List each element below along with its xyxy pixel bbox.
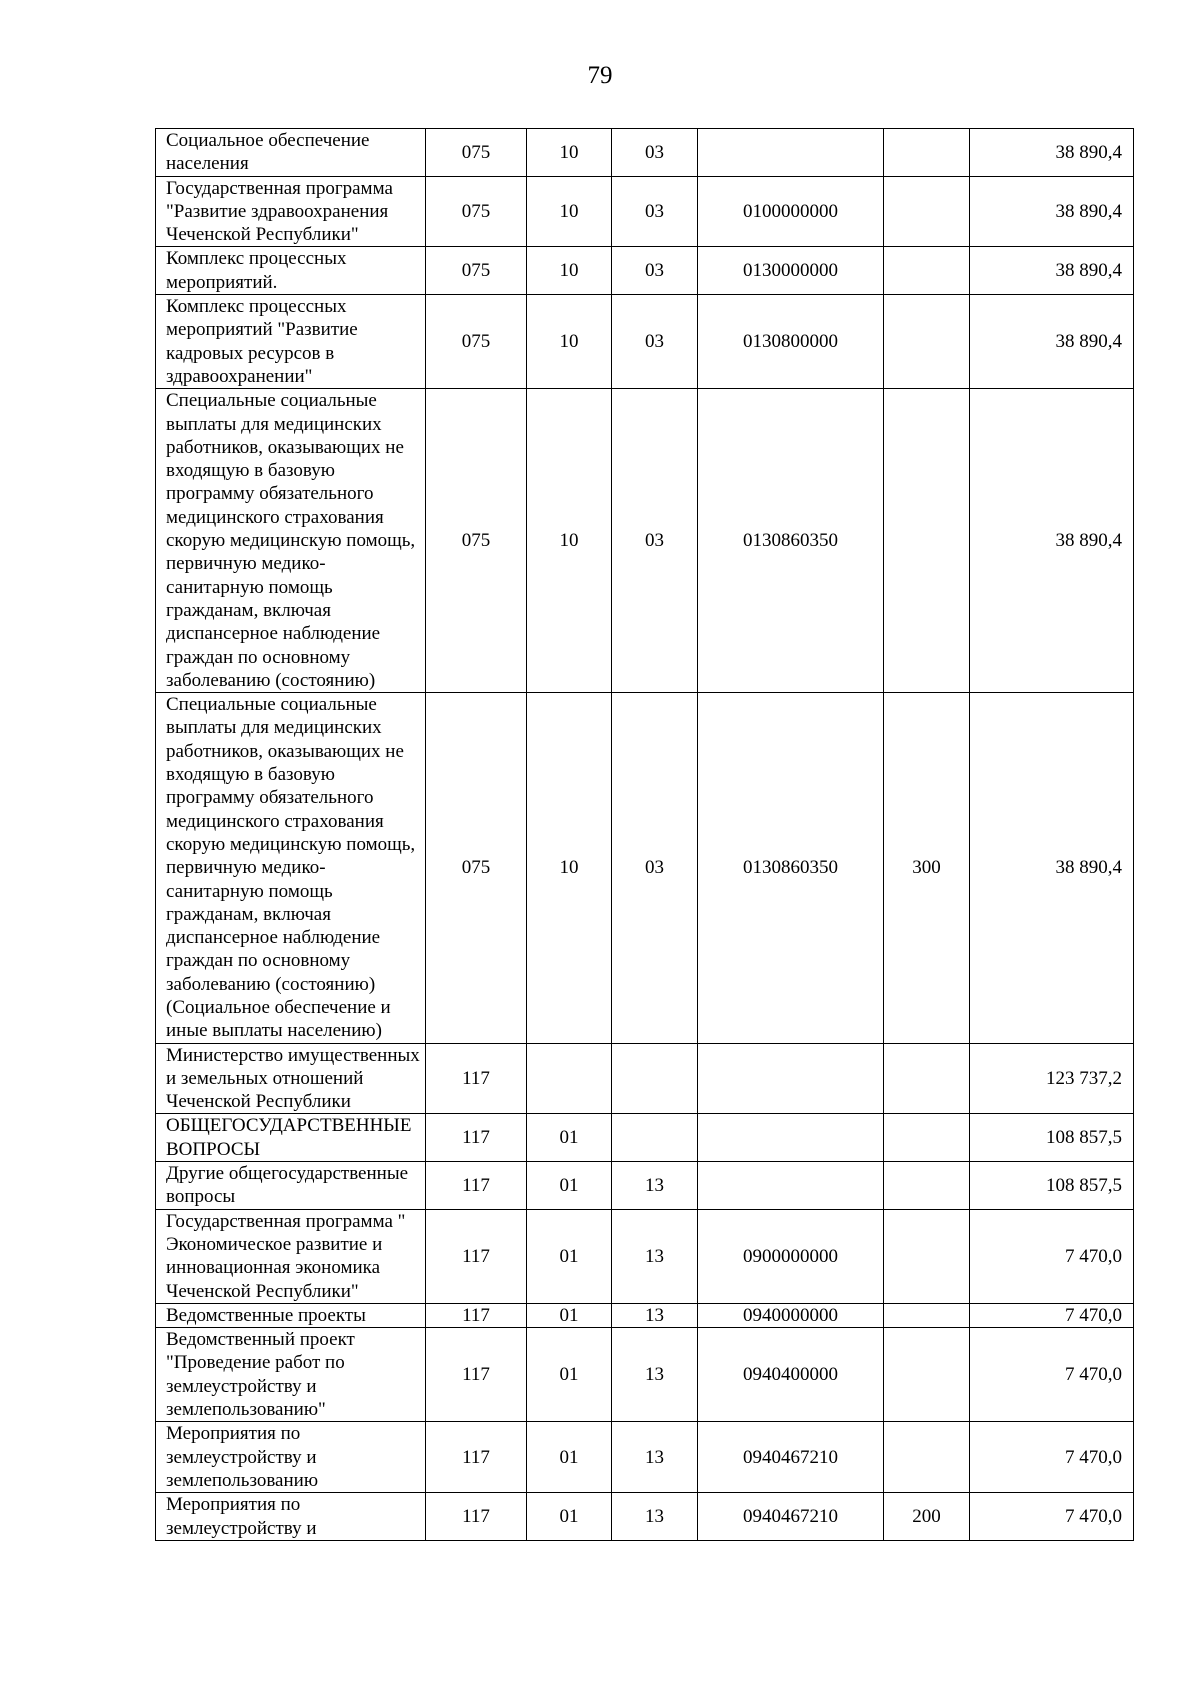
- rz-cell: 01: [527, 1114, 612, 1162]
- rz-cell: 10: [527, 176, 612, 247]
- row-name-cell: Специальные социальные выплаты для медицинских работников, оказывающих не входящую в базовую программу обязательного медицинского страхования скорую медицинскую помощь, первичную медико-санитарную помощь гражданам, включая диспансерное наблюдение граждан по основному заболеванию (состоянию) (Социальное обеспечение и иные выплаты населению): [156, 693, 426, 1043]
- table-row: [156, 1303, 1134, 1327]
- rz-cell: 01: [527, 1328, 612, 1422]
- pr-cell: [612, 1114, 698, 1162]
- row-name-cell: Ведомственный проект "Проведение работ по землеустройству и землепользованию": [156, 1328, 426, 1422]
- table-row: [156, 389, 1134, 693]
- row-name-cell: Мероприятия по землеустройству и землепользованию: [156, 1422, 426, 1493]
- table-row: [156, 1043, 1134, 1114]
- csr-cell: [698, 129, 884, 177]
- row-name-cell: Специальные социальные выплаты для медицинских работников, оказывающих не входящую в базовую программу обязательного медицинского страхования скорую медицинскую помощь, первичную медико-санитарную помощь гражданам, включая диспансерное наблюдение граждан по основному заболеванию (состоянию): [156, 389, 426, 693]
- vr-cell: [884, 1328, 970, 1422]
- row-name-cell: Министерство имущественных и земельных отношений Чеченской Республики: [156, 1043, 426, 1114]
- ved-cell: 117: [426, 1209, 527, 1303]
- vr-cell: [884, 176, 970, 247]
- csr-cell: 0940000000: [698, 1303, 884, 1327]
- rz-cell: 01: [527, 1209, 612, 1303]
- amount-cell: 7 470,0: [970, 1422, 1134, 1493]
- ved-cell: 075: [426, 693, 527, 1043]
- amount-cell: 108 857,5: [970, 1114, 1134, 1162]
- ved-cell: 075: [426, 247, 527, 295]
- amount-cell: 38 890,4: [970, 693, 1134, 1043]
- vr-cell: 200: [884, 1493, 970, 1541]
- rz-cell: [527, 1043, 612, 1114]
- amount-cell: 38 890,4: [970, 176, 1134, 247]
- rz-cell: 01: [527, 1303, 612, 1327]
- rz-cell: 10: [527, 389, 612, 693]
- rz-cell: 01: [527, 1162, 612, 1210]
- amount-cell: 38 890,4: [970, 247, 1134, 295]
- amount-cell: 38 890,4: [970, 129, 1134, 177]
- pr-cell: 13: [612, 1422, 698, 1493]
- row-name-cell: Комплекс процессных мероприятий "Развитие кадровых ресурсов в здравоохранении": [156, 295, 426, 389]
- pr-cell: 03: [612, 176, 698, 247]
- pr-cell: 03: [612, 693, 698, 1043]
- ved-cell: 117: [426, 1422, 527, 1493]
- vr-cell: [884, 129, 970, 177]
- vr-cell: [884, 1209, 970, 1303]
- vr-cell: [884, 1114, 970, 1162]
- csr-cell: 0900000000: [698, 1209, 884, 1303]
- ved-cell: 117: [426, 1303, 527, 1327]
- pr-cell: 13: [612, 1328, 698, 1422]
- table-row: [156, 1114, 1134, 1162]
- page-number: 79: [587, 62, 613, 89]
- rz-cell: 10: [527, 295, 612, 389]
- row-name-cell: ОБЩЕГОСУДАРСТВЕННЫЕ ВОПРОСЫ: [156, 1114, 426, 1162]
- pr-cell: 13: [612, 1209, 698, 1303]
- csr-cell: [698, 1162, 884, 1210]
- pr-cell: 03: [612, 129, 698, 177]
- csr-cell: 0100000000: [698, 176, 884, 247]
- ved-cell: 117: [426, 1493, 527, 1541]
- ved-cell: 075: [426, 176, 527, 247]
- pr-cell: [612, 1043, 698, 1114]
- ved-cell: 117: [426, 1162, 527, 1210]
- rz-cell: 10: [527, 247, 612, 295]
- row-name-cell: Социальное обеспечение населения: [156, 129, 426, 177]
- csr-cell: 0130860350: [698, 693, 884, 1043]
- vr-cell: [884, 1303, 970, 1327]
- amount-cell: 7 470,0: [970, 1328, 1134, 1422]
- rz-cell: 01: [527, 1422, 612, 1493]
- table-row: [156, 129, 1134, 177]
- row-name-cell: Другие общегосударственные вопросы: [156, 1162, 426, 1210]
- rz-cell: 10: [527, 693, 612, 1043]
- amount-cell: 38 890,4: [970, 295, 1134, 389]
- table-row: [156, 1493, 1134, 1541]
- table-row: [156, 247, 1134, 295]
- pr-cell: 13: [612, 1303, 698, 1327]
- vr-cell: [884, 247, 970, 295]
- pr-cell: 03: [612, 247, 698, 295]
- ved-cell: 117: [426, 1043, 527, 1114]
- pr-cell: 03: [612, 295, 698, 389]
- csr-cell: 0940467210: [698, 1422, 884, 1493]
- ved-cell: 117: [426, 1114, 527, 1162]
- table-row: [156, 1328, 1134, 1422]
- table-row: [156, 176, 1134, 247]
- table-row: [156, 1422, 1134, 1493]
- csr-cell: 0130000000: [698, 247, 884, 295]
- amount-cell: 38 890,4: [970, 389, 1134, 693]
- vr-cell: [884, 1422, 970, 1493]
- table-row: [156, 1162, 1134, 1210]
- table-row: [156, 295, 1134, 389]
- vr-cell: [884, 295, 970, 389]
- amount-cell: 7 470,0: [970, 1493, 1134, 1541]
- rz-cell: 10: [527, 129, 612, 177]
- vr-cell: [884, 389, 970, 693]
- csr-cell: 0130800000: [698, 295, 884, 389]
- row-name-cell: Мероприятия по землеустройству и: [156, 1493, 426, 1541]
- amount-cell: 7 470,0: [970, 1303, 1134, 1327]
- amount-cell: 108 857,5: [970, 1162, 1134, 1210]
- pr-cell: 13: [612, 1162, 698, 1210]
- vr-cell: 300: [884, 693, 970, 1043]
- csr-cell: 0130860350: [698, 389, 884, 693]
- row-name-cell: Государственная программа " Экономическое развитие и инновационная экономика Чеченской Республики": [156, 1209, 426, 1303]
- row-name-cell: Ведомственные проекты: [156, 1303, 426, 1327]
- ved-cell: 075: [426, 295, 527, 389]
- vr-cell: [884, 1043, 970, 1114]
- pr-cell: 13: [612, 1493, 698, 1541]
- ved-cell: 117: [426, 1328, 527, 1422]
- ved-cell: 075: [426, 129, 527, 177]
- csr-cell: [698, 1043, 884, 1114]
- amount-cell: 123 737,2: [970, 1043, 1134, 1114]
- amount-cell: 7 470,0: [970, 1209, 1134, 1303]
- budget-table: [155, 128, 1134, 1541]
- csr-cell: 0940400000: [698, 1328, 884, 1422]
- row-name-cell: Государственная программа "Развитие здравоохранения Чеченской Республики": [156, 176, 426, 247]
- csr-cell: [698, 1114, 884, 1162]
- ved-cell: 075: [426, 389, 527, 693]
- row-name-cell: Комплекс процессных мероприятий.: [156, 247, 426, 295]
- rz-cell: 01: [527, 1493, 612, 1541]
- table-row: [156, 693, 1134, 1043]
- vr-cell: [884, 1162, 970, 1210]
- csr-cell: 0940467210: [698, 1493, 884, 1541]
- table-row: [156, 1209, 1134, 1303]
- pr-cell: 03: [612, 389, 698, 693]
